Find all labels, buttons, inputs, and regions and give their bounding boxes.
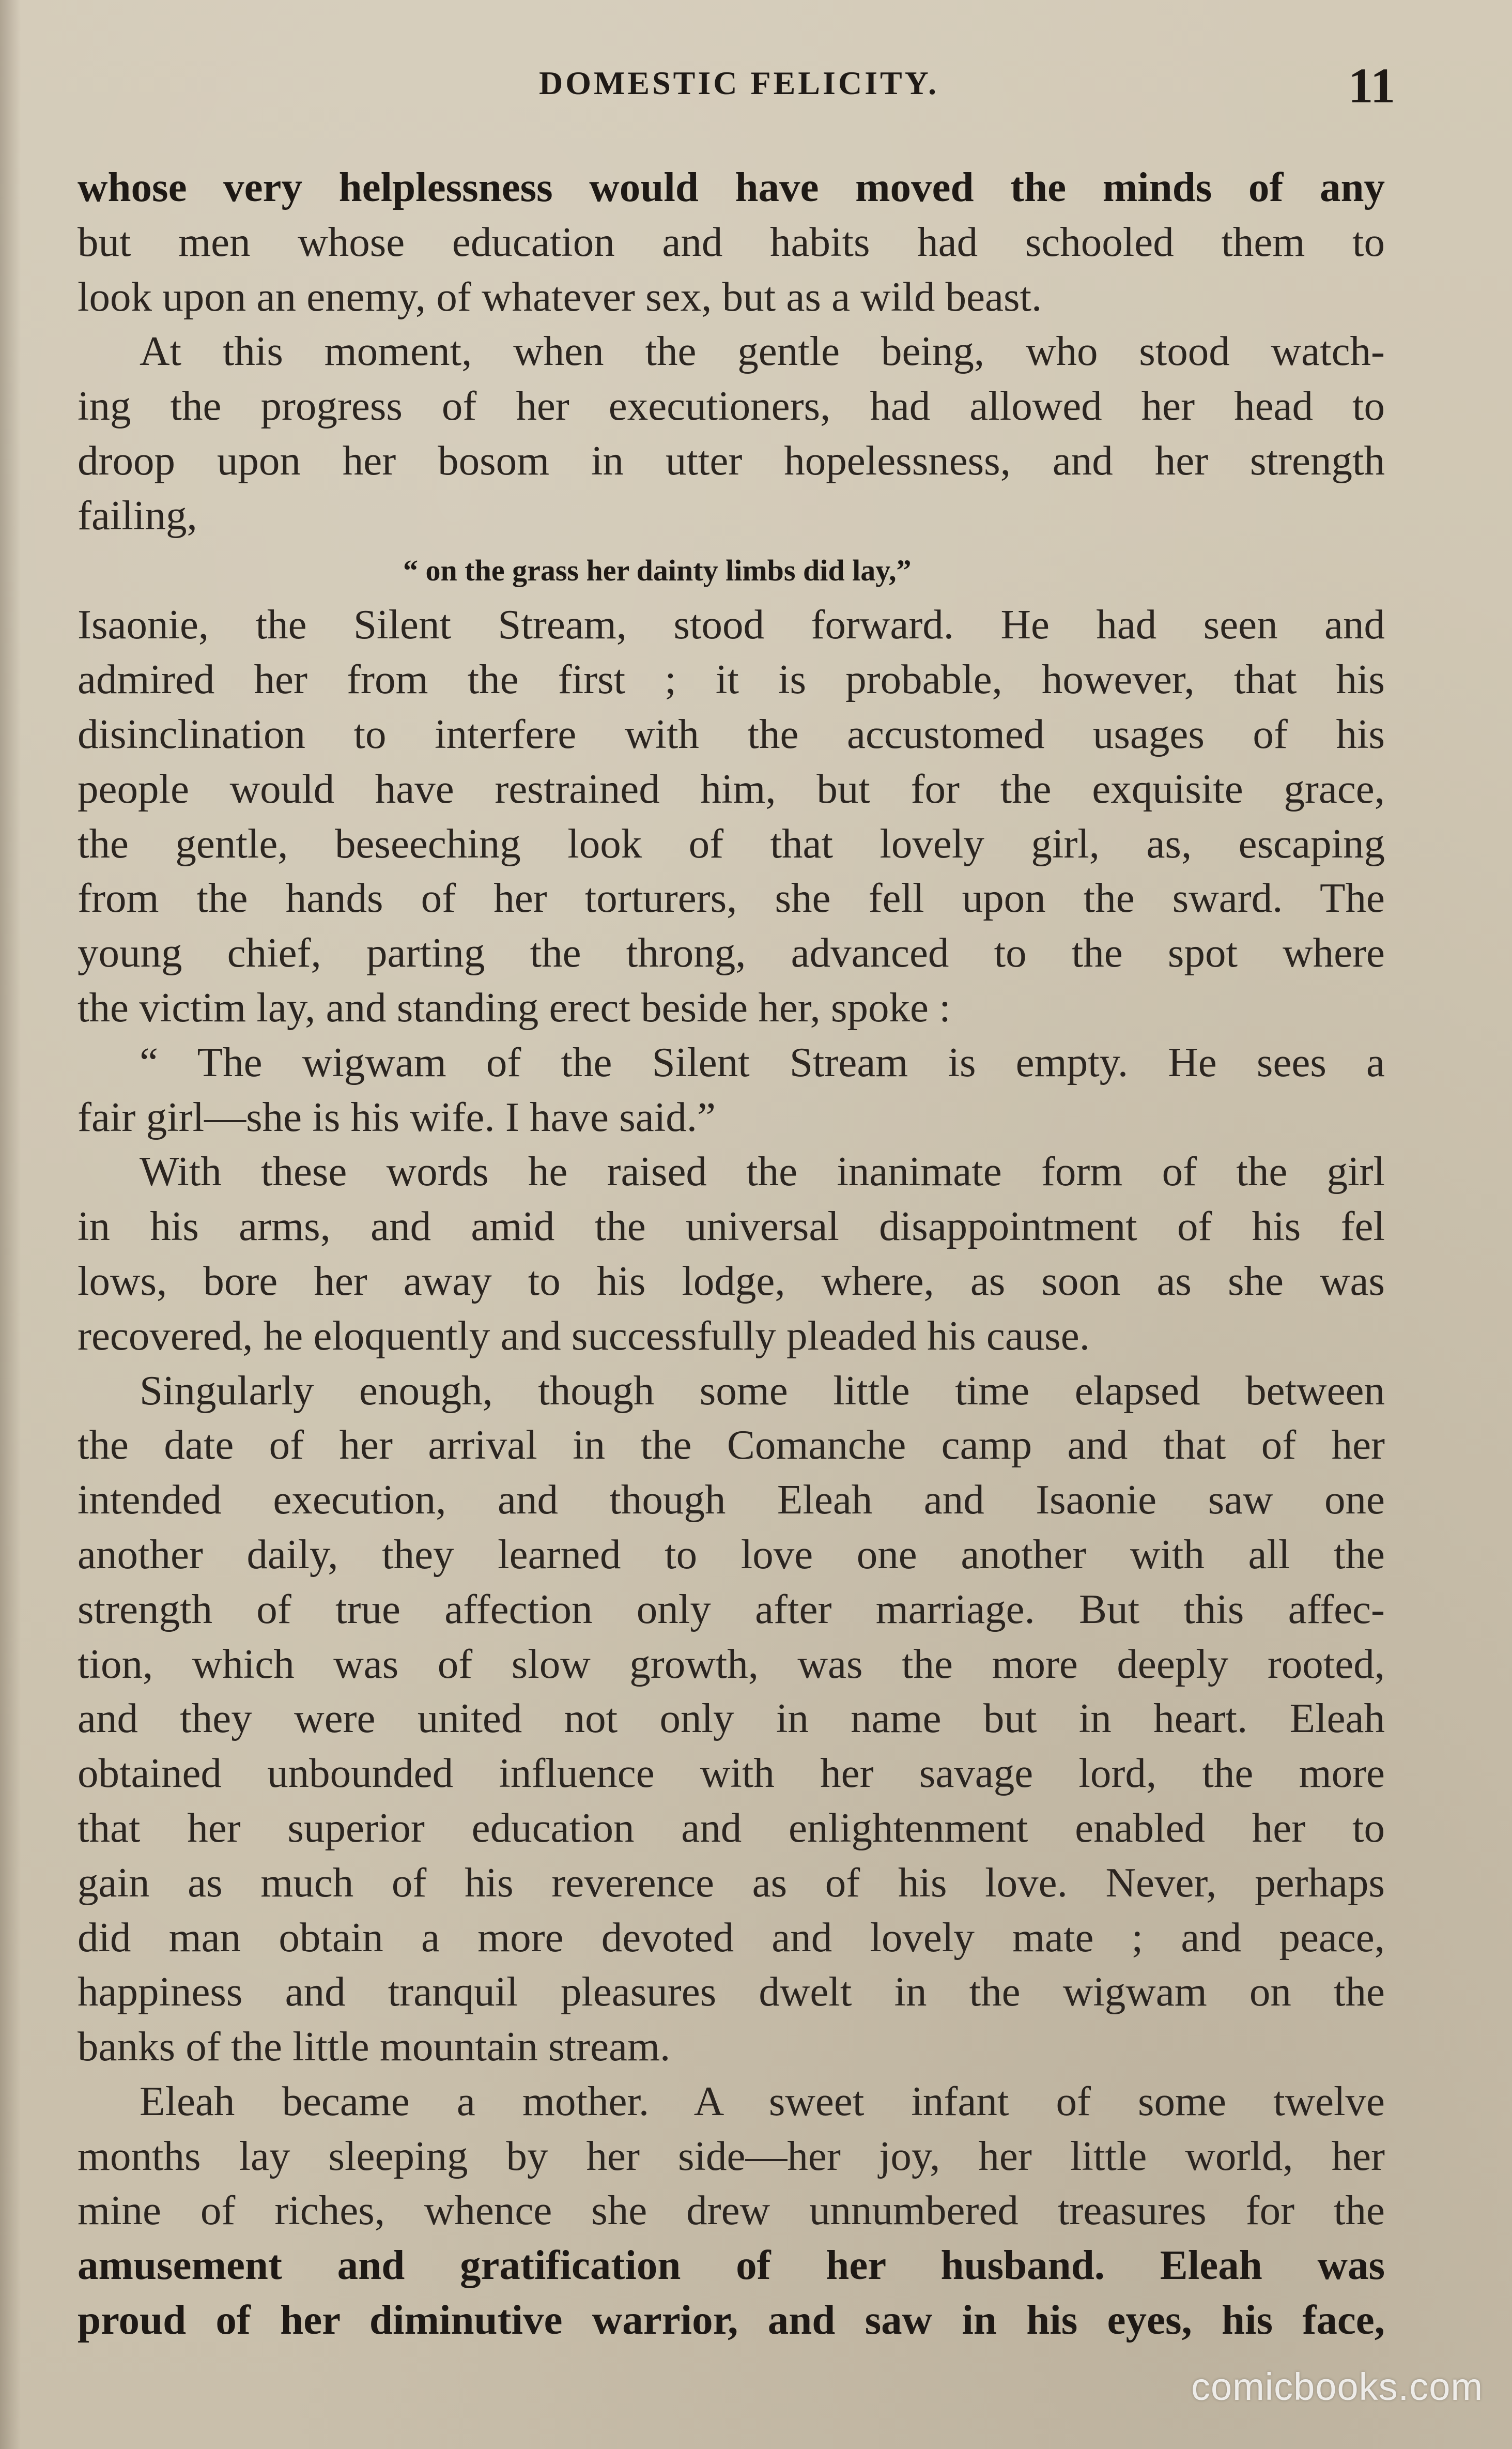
text-line: Singularly enough, though some little time elapsed between — [140, 1367, 1385, 1414]
text-line: mine of riches, whence she drew unnumbered treasures for the — [78, 2187, 1385, 2234]
text-line: people would have restrained him, but for the exquisite grace, — [78, 765, 1385, 812]
text-line: At this moment, when the gentle being, who stood watch- — [140, 328, 1385, 375]
source-watermark: comicbooks.com — [1191, 2365, 1483, 2408]
page-gutter-shadow — [0, 0, 21, 2449]
body-text — [78, 160, 1385, 2348]
text-line: banks of the little mountain stream. — [78, 2023, 671, 2070]
text-line: but men whose education and habits had schooled them to — [78, 218, 1385, 265]
text-line: from the hands of her torturers, she fell upon the sward. The — [78, 875, 1385, 922]
page-number: 11 — [1348, 58, 1395, 113]
text-line: months lay sleeping by her side—her joy, her little world, her — [78, 2132, 1385, 2179]
text-line: fair girl—she is his wife. I have said.” — [78, 1093, 716, 1140]
text-line: admired her from the first ; it is probable, however, that his — [78, 656, 1385, 703]
text-line: did man obtain a more devoted and lovely mate ; and peace, — [78, 1914, 1385, 1961]
text-line: the victim lay, and standing erect beside her, spoke : — [78, 984, 951, 1031]
text-line: recovered, he eloquently and successfully pleaded his cause. — [78, 1312, 1090, 1359]
text-line: strength of true affection only after marriage. But this affec- — [78, 1585, 1385, 1632]
text-line: and they were united not only in name but in heart. Eleah — [78, 1695, 1385, 1742]
text-line: amusement and gratification of her husband. Eleah was — [78, 2242, 1385, 2289]
text-line: intended execution, and though Eleah and Isaonie saw one — [78, 1476, 1385, 1523]
text-line: “ The wigwam of the Silent Stream is empty. He sees a — [140, 1038, 1385, 1085]
text-line: in his arms, and amid the universal disappointment of his fel — [78, 1203, 1385, 1250]
text-line: failing, — [78, 492, 197, 539]
text-line: proud of her diminutive warrior, and saw in his eyes, his face, — [78, 2297, 1385, 2344]
verse-quotation: “ on the grass her dainty limbs did lay,” — [403, 553, 912, 587]
text-line: happiness and tranquil pleasures dwelt in the wigwam on the — [78, 1968, 1385, 2015]
text-line: ing the progress of her executioners, had allowed her head to — [78, 382, 1385, 430]
text-line: the gentle, beseeching look of that lovely girl, as, escaping — [78, 820, 1385, 867]
text-line: young chief, parting the throng, advanced to the spot where — [78, 929, 1385, 976]
text-line: Eleah became a mother. A sweet infant of some twelve — [140, 2077, 1385, 2124]
text-line: the date of her arrival in the Comanche camp and that of her — [78, 1421, 1385, 1468]
chapter-title: DOMESTIC FELICITY. — [538, 65, 939, 101]
text-line: gain as much of his reverence as of his love. Never, perhaps — [78, 1859, 1385, 1906]
text-line: obtained unbounded influence with her savage lord, the more — [78, 1750, 1385, 1797]
running-head — [83, 57, 1395, 119]
text-line: With these words he raised the inanimate form of the girl — [140, 1148, 1385, 1195]
text-line: another daily, they learned to love one another with all the — [78, 1530, 1385, 1578]
text-line: look upon an enemy, of whatever sex, but as a wild beast. — [78, 273, 1042, 320]
text-line: lows, bore her away to his lodge, where, as soon as she was — [78, 1257, 1385, 1304]
text-line: droop upon her bosom in utter hopelessness, and her strength — [78, 437, 1385, 484]
text-line: whose very helplessness would have moved the minds of any — [78, 164, 1385, 210]
text-line: that her superior education and enlightenment enabled her to — [78, 1804, 1385, 1851]
text-line: tion, which was of slow growth, was the more deeply rooted, — [78, 1640, 1385, 1687]
text-line: Isaonie, the Silent Stream, stood forward. He had seen and — [78, 601, 1385, 648]
text-line: disinclination to interfere with the accustomed usages of his — [78, 710, 1385, 757]
